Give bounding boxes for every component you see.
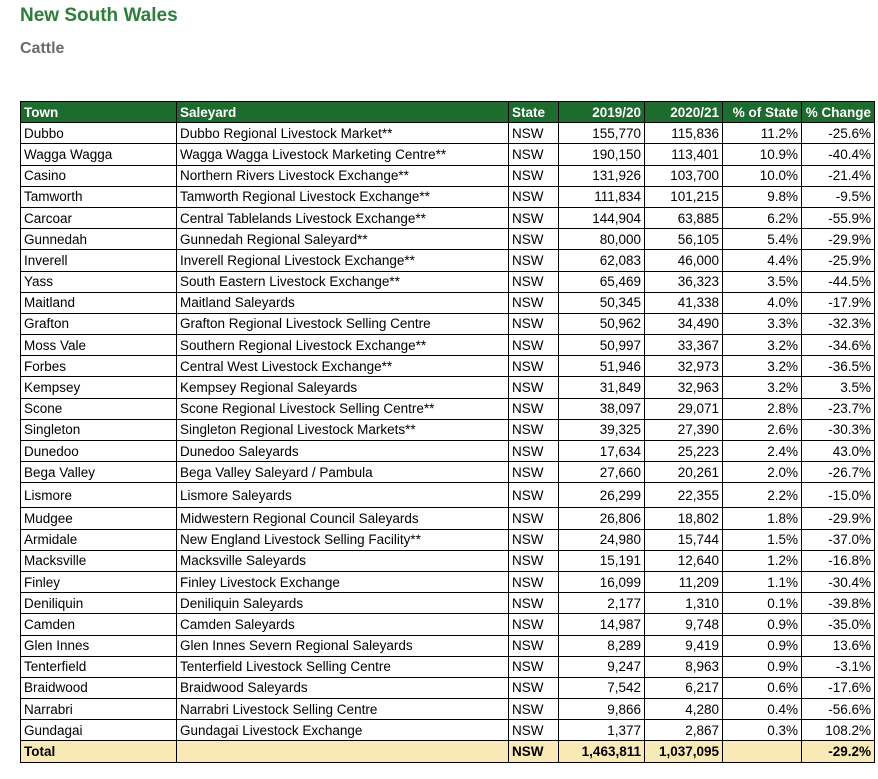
cell-2020-21: 22,355	[645, 483, 723, 508]
total-saleyard	[177, 741, 509, 762]
cell-pct-of-state: 10.0%	[723, 165, 802, 186]
cell-pct-change: -3.1%	[802, 656, 875, 677]
cell-2020-21: 4,280	[645, 699, 723, 720]
cell-state: NSW	[509, 398, 559, 419]
cell-pct-change: -30.4%	[802, 571, 875, 592]
page-subtitle: Cattle	[20, 40, 65, 57]
cell-2020-21: 34,490	[645, 313, 723, 334]
cell-town: Macksville	[21, 550, 177, 571]
cell-town: Forbes	[21, 356, 177, 377]
cell-town: Lismore	[21, 483, 177, 508]
cell-saleyard: New England Livestock Selling Facility**	[177, 529, 509, 550]
cell-2019-20: 7,542	[559, 677, 645, 698]
total-pct-of-state	[723, 741, 802, 762]
total-state: NSW	[509, 741, 559, 762]
cell-town: Scone	[21, 398, 177, 419]
cell-2019-20: 50,962	[559, 313, 645, 334]
table-row	[21, 677, 875, 698]
total-2019-20: 1,463,811	[559, 741, 645, 762]
cell-state: NSW	[509, 720, 559, 741]
cell-pct-of-state: 0.3%	[723, 720, 802, 741]
cell-town: Wagga Wagga	[21, 144, 177, 165]
cell-2019-20: 155,770	[559, 123, 645, 144]
table-row	[21, 571, 875, 592]
cell-state: NSW	[509, 677, 559, 698]
cell-2019-20: 31,849	[559, 377, 645, 398]
cell-state: NSW	[509, 656, 559, 677]
cell-state: NSW	[509, 335, 559, 356]
cell-pct-of-state: 3.5%	[723, 271, 802, 292]
cell-saleyard: Bega Valley Saleyard / Pambula	[177, 462, 509, 483]
cell-2020-21: 36,323	[645, 271, 723, 292]
cell-state: NSW	[509, 292, 559, 313]
cell-state: NSW	[509, 229, 559, 250]
cell-2020-21: 41,338	[645, 292, 723, 313]
cell-town: Kempsey	[21, 377, 177, 398]
table-row	[21, 462, 875, 483]
cell-saleyard: Inverell Regional Livestock Exchange**	[177, 250, 509, 271]
cell-2019-20: 14,987	[559, 614, 645, 635]
cell-town: Narrabri	[21, 699, 177, 720]
cell-2019-20: 8,289	[559, 635, 645, 656]
cell-pct-change: -39.8%	[802, 593, 875, 614]
cell-2019-20: 1,377	[559, 720, 645, 741]
cell-town: Moss Vale	[21, 335, 177, 356]
cell-town: Deniliquin	[21, 593, 177, 614]
cell-saleyard: Scone Regional Livestock Selling Centre**	[177, 398, 509, 419]
cell-pct-change: -23.7%	[802, 398, 875, 419]
table-row	[21, 186, 875, 207]
cell-pct-of-state: 2.6%	[723, 419, 802, 440]
cell-town: Tamworth	[21, 186, 177, 207]
cell-pct-change: -25.6%	[802, 123, 875, 144]
cell-state: NSW	[509, 593, 559, 614]
cell-pct-change: -29.9%	[802, 229, 875, 250]
cell-pct-of-state: 5.4%	[723, 229, 802, 250]
cell-state: NSW	[509, 483, 559, 508]
table-row	[21, 656, 875, 677]
table-row	[21, 335, 875, 356]
cell-pct-of-state: 1.8%	[723, 508, 802, 529]
table-row	[21, 123, 875, 144]
cell-pct-change: -21.4%	[802, 165, 875, 186]
cell-pct-of-state: 0.9%	[723, 614, 802, 635]
cell-saleyard: Midwestern Regional Council Saleyards	[177, 508, 509, 529]
cell-saleyard: Narrabri Livestock Selling Centre	[177, 699, 509, 720]
cell-2020-21: 25,223	[645, 441, 723, 462]
cell-pct-of-state: 3.2%	[723, 377, 802, 398]
cell-pct-change: -40.4%	[802, 144, 875, 165]
cell-2020-21: 32,973	[645, 356, 723, 377]
cell-town: Finley	[21, 571, 177, 592]
cell-2019-20: 62,083	[559, 250, 645, 271]
cell-town: Bega Valley	[21, 462, 177, 483]
cell-pct-change: -26.7%	[802, 462, 875, 483]
total-2020-21: 1,037,095	[645, 741, 723, 762]
cell-saleyard: Gunnedah Regional Saleyard**	[177, 229, 509, 250]
cell-2019-20: 131,926	[559, 165, 645, 186]
table-row	[21, 356, 875, 377]
cell-2020-21: 6,217	[645, 677, 723, 698]
cell-town: Gunnedah	[21, 229, 177, 250]
cell-pct-of-state: 2.8%	[723, 398, 802, 419]
cell-2019-20: 26,299	[559, 483, 645, 508]
table-row	[21, 419, 875, 440]
table-row	[21, 144, 875, 165]
cell-2019-20: 111,834	[559, 186, 645, 207]
table-row	[21, 508, 875, 529]
total-pct-change: -29.2%	[802, 741, 875, 762]
cell-state: NSW	[509, 271, 559, 292]
cell-pct-of-state: 2.2%	[723, 483, 802, 508]
cell-pct-of-state: 0.9%	[723, 656, 802, 677]
cell-2019-20: 51,946	[559, 356, 645, 377]
cell-state: NSW	[509, 508, 559, 529]
cell-town: Armidale	[21, 529, 177, 550]
cell-saleyard: Kempsey Regional Saleyards	[177, 377, 509, 398]
cell-2019-20: 24,980	[559, 529, 645, 550]
cell-saleyard: Macksville Saleyards	[177, 550, 509, 571]
cell-pct-change: -15.0%	[802, 483, 875, 508]
cell-saleyard: Gundagai Livestock Exchange	[177, 720, 509, 741]
cell-2020-21: 29,071	[645, 398, 723, 419]
cell-2020-21: 20,261	[645, 462, 723, 483]
cell-2020-21: 8,963	[645, 656, 723, 677]
cell-pct-change: -32.3%	[802, 313, 875, 334]
cell-town: Singleton	[21, 419, 177, 440]
table-row	[21, 720, 875, 741]
cell-state: NSW	[509, 250, 559, 271]
cell-2019-20: 80,000	[559, 229, 645, 250]
column-header-2019-20: 2019/20	[559, 102, 645, 123]
cell-state: NSW	[509, 614, 559, 635]
cell-saleyard: Grafton Regional Livestock Selling Centre	[177, 313, 509, 334]
saleyard-table	[20, 101, 875, 763]
cell-state: NSW	[509, 635, 559, 656]
cell-town: Grafton	[21, 313, 177, 334]
cell-saleyard: Tenterfield Livestock Selling Centre	[177, 656, 509, 677]
cell-town: Glen Innes	[21, 635, 177, 656]
table-row	[21, 229, 875, 250]
cell-2020-21: 1,310	[645, 593, 723, 614]
cell-2019-20: 50,345	[559, 292, 645, 313]
cell-pct-of-state: 2.4%	[723, 441, 802, 462]
table-row	[21, 377, 875, 398]
cell-2020-21: 18,802	[645, 508, 723, 529]
cell-2020-21: 11,209	[645, 571, 723, 592]
cell-pct-change: -55.9%	[802, 207, 875, 228]
cell-pct-change: -9.5%	[802, 186, 875, 207]
cell-saleyard: Tamworth Regional Livestock Exchange**	[177, 186, 509, 207]
cell-saleyard: Central Tablelands Livestock Exchange**	[177, 207, 509, 228]
cell-state: NSW	[509, 419, 559, 440]
column-header-state: State	[509, 102, 559, 123]
cell-state: NSW	[509, 123, 559, 144]
cell-pct-of-state: 2.0%	[723, 462, 802, 483]
cell-town: Yass	[21, 271, 177, 292]
cell-2020-21: 27,390	[645, 419, 723, 440]
cell-pct-of-state: 1.1%	[723, 571, 802, 592]
cell-saleyard: Central West Livestock Exchange**	[177, 356, 509, 377]
cell-2019-20: 9,247	[559, 656, 645, 677]
cell-town: Camden	[21, 614, 177, 635]
cell-state: NSW	[509, 462, 559, 483]
cell-2019-20: 50,997	[559, 335, 645, 356]
cell-pct-change: -16.8%	[802, 550, 875, 571]
cell-pct-change: -30.3%	[802, 419, 875, 440]
table-header-row	[21, 102, 875, 123]
cell-pct-change: -56.6%	[802, 699, 875, 720]
cell-saleyard: Finley Livestock Exchange	[177, 571, 509, 592]
table-row	[21, 614, 875, 635]
cell-pct-change: -36.5%	[802, 356, 875, 377]
cell-2020-21: 103,700	[645, 165, 723, 186]
cell-2019-20: 17,634	[559, 441, 645, 462]
cell-saleyard: Maitland Saleyards	[177, 292, 509, 313]
cell-pct-of-state: 11.2%	[723, 123, 802, 144]
cell-pct-of-state: 0.1%	[723, 593, 802, 614]
cell-2019-20: 65,469	[559, 271, 645, 292]
table-row	[21, 207, 875, 228]
cell-pct-change: -37.0%	[802, 529, 875, 550]
cell-town: Inverell	[21, 250, 177, 271]
cell-2020-21: 56,105	[645, 229, 723, 250]
cell-pct-of-state: 0.6%	[723, 677, 802, 698]
cell-pct-change: 108.2%	[802, 720, 875, 741]
column-header-pct-change: % Change	[802, 102, 875, 123]
column-header-2020-21: 2020/21	[645, 102, 723, 123]
cell-state: NSW	[509, 699, 559, 720]
table-row	[21, 313, 875, 334]
cell-saleyard: Dunedoo Saleyards	[177, 441, 509, 462]
cell-2020-21: 15,744	[645, 529, 723, 550]
cell-2020-21: 32,963	[645, 377, 723, 398]
cell-saleyard: Singleton Regional Livestock Markets**	[177, 419, 509, 440]
cell-pct-of-state: 1.5%	[723, 529, 802, 550]
cell-town: Maitland	[21, 292, 177, 313]
total-label: Total	[21, 741, 177, 762]
table-row	[21, 398, 875, 419]
cell-state: NSW	[509, 313, 559, 334]
cell-pct-of-state: 10.9%	[723, 144, 802, 165]
cell-2019-20: 38,097	[559, 398, 645, 419]
cell-pct-of-state: 9.8%	[723, 186, 802, 207]
cell-2019-20: 190,150	[559, 144, 645, 165]
table-row	[21, 271, 875, 292]
cell-saleyard: Southern Regional Livestock Exchange**	[177, 335, 509, 356]
cell-pct-of-state: 3.2%	[723, 335, 802, 356]
cell-pct-of-state: 4.0%	[723, 292, 802, 313]
cell-2020-21: 12,640	[645, 550, 723, 571]
cell-state: NSW	[509, 165, 559, 186]
cell-town: Dunedoo	[21, 441, 177, 462]
cell-2020-21: 33,367	[645, 335, 723, 356]
cell-town: Tenterfield	[21, 656, 177, 677]
cell-saleyard: Wagga Wagga Livestock Marketing Centre**	[177, 144, 509, 165]
cell-state: NSW	[509, 571, 559, 592]
cell-state: NSW	[509, 186, 559, 207]
page-title: New South Wales	[20, 5, 178, 26]
cell-2019-20: 2,177	[559, 593, 645, 614]
cell-state: NSW	[509, 550, 559, 571]
table-row	[21, 292, 875, 313]
cell-town: Casino	[21, 165, 177, 186]
cell-2019-20: 15,191	[559, 550, 645, 571]
cell-town: Gundagai	[21, 720, 177, 741]
table-row	[21, 441, 875, 462]
cell-pct-of-state: 3.3%	[723, 313, 802, 334]
cell-pct-of-state: 6.2%	[723, 207, 802, 228]
cell-town: Mudgee	[21, 508, 177, 529]
cell-2020-21: 113,401	[645, 144, 723, 165]
cell-state: NSW	[509, 529, 559, 550]
table-row	[21, 550, 875, 571]
cell-2019-20: 16,099	[559, 571, 645, 592]
cell-saleyard: Dubbo Regional Livestock Market**	[177, 123, 509, 144]
table-row	[21, 699, 875, 720]
cell-saleyard: Braidwood Saleyards	[177, 677, 509, 698]
cell-saleyard: Deniliquin Saleyards	[177, 593, 509, 614]
table-row	[21, 529, 875, 550]
column-header-saleyard: Saleyard	[177, 102, 509, 123]
cell-state: NSW	[509, 356, 559, 377]
cell-2020-21: 46,000	[645, 250, 723, 271]
cell-2019-20: 39,325	[559, 419, 645, 440]
cell-pct-change: -44.5%	[802, 271, 875, 292]
cell-2020-21: 9,748	[645, 614, 723, 635]
table-row	[21, 483, 875, 508]
table-row	[21, 165, 875, 186]
cell-2020-21: 115,836	[645, 123, 723, 144]
cell-2020-21: 101,215	[645, 186, 723, 207]
cell-town: Braidwood	[21, 677, 177, 698]
cell-pct-change: -34.6%	[802, 335, 875, 356]
cell-2020-21: 9,419	[645, 635, 723, 656]
cell-2020-21: 2,867	[645, 720, 723, 741]
cell-pct-change: -35.0%	[802, 614, 875, 635]
cell-pct-change: 43.0%	[802, 441, 875, 462]
table-row	[21, 250, 875, 271]
cell-town: Dubbo	[21, 123, 177, 144]
cell-pct-of-state: 1.2%	[723, 550, 802, 571]
cell-2019-20: 26,806	[559, 508, 645, 529]
table-row	[21, 593, 875, 614]
cell-pct-of-state: 0.4%	[723, 699, 802, 720]
cell-state: NSW	[509, 144, 559, 165]
cell-pct-change: -29.9%	[802, 508, 875, 529]
column-header-town: Town	[21, 102, 177, 123]
cell-pct-change: 3.5%	[802, 377, 875, 398]
cell-pct-change: -17.9%	[802, 292, 875, 313]
cell-2019-20: 27,660	[559, 462, 645, 483]
cell-2019-20: 9,866	[559, 699, 645, 720]
cell-2019-20: 144,904	[559, 207, 645, 228]
cell-pct-of-state: 4.4%	[723, 250, 802, 271]
cell-saleyard: Lismore Saleyards	[177, 483, 509, 508]
cell-state: NSW	[509, 207, 559, 228]
cell-saleyard: Northern Rivers Livestock Exchange**	[177, 165, 509, 186]
cell-saleyard: South Eastern Livestock Exchange**	[177, 271, 509, 292]
cell-pct-of-state: 0.9%	[723, 635, 802, 656]
cell-pct-of-state: 3.2%	[723, 356, 802, 377]
cell-pct-change: 13.6%	[802, 635, 875, 656]
cell-saleyard: Glen Innes Severn Regional Saleyards	[177, 635, 509, 656]
total-row	[21, 741, 875, 762]
cell-pct-change: -25.9%	[802, 250, 875, 271]
cell-town: Carcoar	[21, 207, 177, 228]
table-row	[21, 635, 875, 656]
cell-state: NSW	[509, 377, 559, 398]
cell-saleyard: Camden Saleyards	[177, 614, 509, 635]
cell-state: NSW	[509, 441, 559, 462]
cell-2020-21: 63,885	[645, 207, 723, 228]
column-header-pct-of-state: % of State	[723, 102, 802, 123]
cell-pct-change: -17.6%	[802, 677, 875, 698]
